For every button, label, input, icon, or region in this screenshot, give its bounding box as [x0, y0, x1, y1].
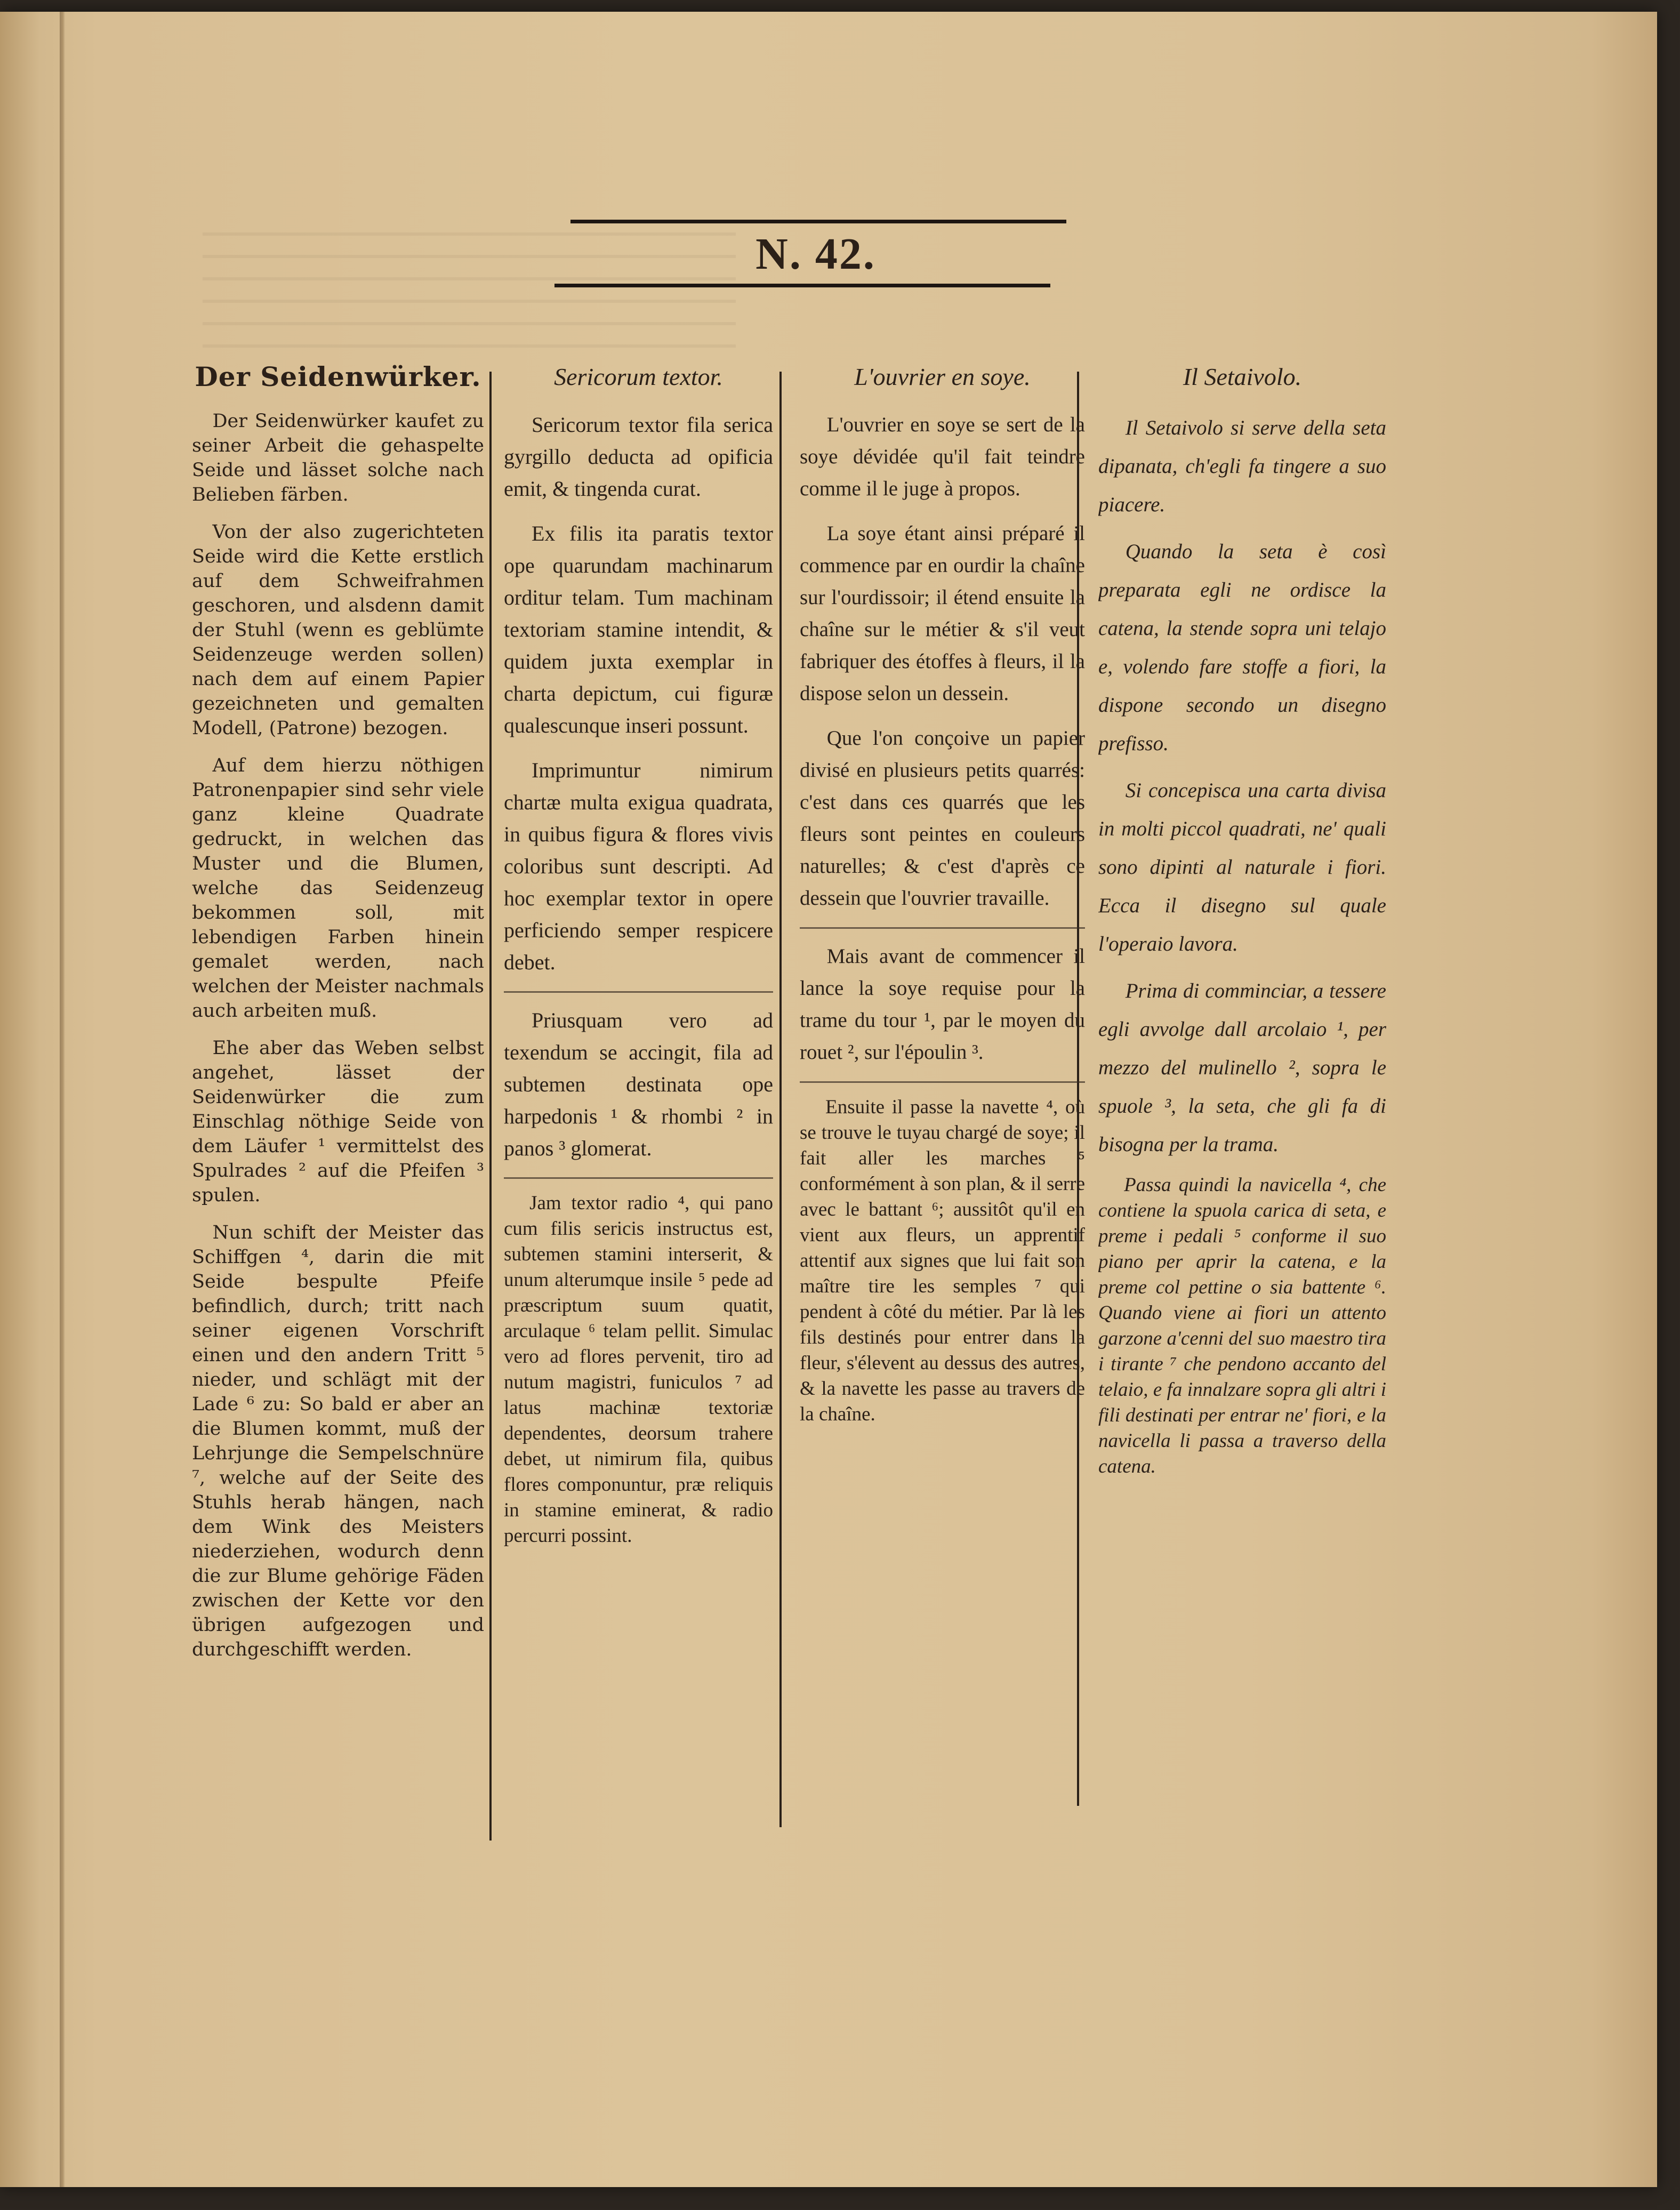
- paragraph-separator: [504, 1177, 773, 1179]
- paragraph: Ex filis ita paratis textor ope quarundam machinarum orditur telam. Tum machinam textoriam stamine intendit, & quidem juxta exemplar in charta depictum, cui figuræ qualescunque inseri possunt.: [504, 521, 773, 737]
- paragraph-separator: [504, 991, 773, 993]
- paragraph: Sericorum textor fila serica gyrgillo deducta ad opificia emit, & tingenda curat.: [504, 413, 773, 501]
- paragraph: Imprimuntur nimirum chartæ multa exigua quadrata, in quibus figura & flores vivis coloribus sunt descripti. Ad hoc exemplar textor in opere perficiendo semper respicere debet.: [504, 758, 773, 974]
- paragraph: Auf dem hierzu nöthigen Patronenpapier sind sehr viele ganz kleine Quadrate gedruckt, in welchen das Muster und die Blumen, welche das Seidenzeug bekommen soll, mit lebendigen Farben hinein gemalet werden, nach welchen der Meister nachmals auch arbeiten muß.: [192, 755, 484, 1022]
- paragraph: Von der also zugerichteten Seide wird die Kette erstlich auf dem Schweifrahmen geschoren, und alsdenn damit der Stuhl (wenn es geblümte Seidenzeuge werden sollen) nach dem auf einem Papier gezeichneten und gemalten Modell, (Patrone) bezogen.: [192, 521, 484, 739]
- paragraph: Que l'on conçoive un papier divisé en plusieurs petits quarrés: c'est dans ces quarrés que les fleurs sont peintes en couleurs naturelles; & c'est d'après ce dessein que l'ouvrier travaille.: [800, 727, 1085, 910]
- column-divider: [779, 372, 782, 1827]
- header-rule-bottom: [554, 284, 1050, 287]
- column-title: Der Seidenwürker.: [195, 361, 481, 392]
- column-italian: [1098, 361, 1386, 1838]
- column-title: Sericorum textor.: [554, 363, 723, 390]
- document-page: [0, 12, 1657, 2187]
- paragraph: Prima di comminciar, a tessere egli avvolge dall arcolaio ¹, per mezzo del mulinello ², sopra le spuole ³, la seta, che gli fa di bisogna per la trama.: [1098, 979, 1386, 1156]
- paragraph: Mais avant de commencer il lance la soye requise pour la trame du tour ¹, par le moyen du rouet ², sur l'époulin ³.: [800, 945, 1085, 1064]
- plate-number: N. 42.: [755, 229, 876, 279]
- column-french: [800, 361, 1085, 1838]
- column-title: L'ouvrier en soye.: [854, 363, 1031, 390]
- paragraph: L'ouvrier en soye se sert de la soye dévidée qu'il fait teindre comme il le juge à propos.: [800, 413, 1085, 500]
- paragraph: Ehe aber das Weben selbst angehet, lässet der Seidenwürker die zum Einschlag nöthige Seide von dem Läufer ¹ vermittelst des Spulrades ² auf die Pfeifen ³ spulen.: [192, 1038, 484, 1206]
- paragraph: Quando la seta è così preparata egli ne ordisce la catena, la stende sopra uni telajo e, volendo fare stoffe a fiori, la dispone secondo un disegno prefisso.: [1098, 540, 1386, 755]
- paragraph: Der Seidenwürker kaufet zu seiner Arbeit die gehaspelte Seide und lässet solche nach Belieben färben.: [192, 411, 484, 505]
- page-header: [554, 204, 1077, 300]
- paragraph: La soye étant ainsi préparé il commence par en ourdir la chaîne sur l'ourdissoir; il étend ensuite la chaîne sur le métier & s'il veut fabriquer des étoffes à fleurs, il la dispose selon un dessein.: [800, 522, 1085, 705]
- page-binding-edge: [60, 12, 65, 2187]
- column-title: Il Setaivolo.: [1183, 363, 1302, 390]
- paragraph: Passa quindi la navicella ⁴, che contiene la spuola carica di seta, e preme i pedali ⁵ conforme il suo piano per aprir la catena, e la preme col pettine o sia battente ⁶. Quando viene ai fiori un attento garzone a'cenni del suo maestro tira i tirante ⁷ che pendono accanto del telaio, e fa innalzare sopra gli altri i fili destinati per entrar ne' fiori, e la navicella li passa a traverso della catena.: [1098, 1174, 1386, 1477]
- column-divider: [489, 372, 492, 1841]
- paragraph: Ensuite il passe la navette ⁴, où se trouve le tuyau chargé de soye; il fait aller les marches ⁵ conformément à son plan, & il serre avec le battant ⁶; aussitôt qu'il en vient aux fleurs, un apprentif attentif aux signes que lui fait son maître tire les semples ⁷ qui pendent à côté du métier. Par là les fils destinés pour entrer dans la fleur, s'élevent au dessus des autres, & la navette les passe au travers de la chaîne.: [800, 1096, 1085, 1425]
- header-rule-top: [570, 220, 1066, 223]
- paragraph: Jam textor radio ⁴, qui pano cum filis sericis instructus est, subtemen stamini interserit, & unum alterumque insile ⁵ pede ad præscriptum suum quatit, arculaque ⁶ telam pellit. Simulac vero ad flores pervenit, tiro ad nutum magistri, funiculos ⁷ ad latus machinæ textoriæ dependentes, deorsum trahere debet, ut nimirum fila, quibus flores componuntur, præ reliquis in stamine eminerat, & radio percurri possint.: [504, 1192, 773, 1547]
- paragraph: Il Setaivolo si serve della seta dipanata, ch'egli fa tingere a suo piacere.: [1098, 416, 1386, 516]
- paragraph: Priusquam vero ad texendum se accingit, fila ad subtemen destinata ope harpedonis ¹ & rhombi ² in panos ³ glomerat.: [504, 1008, 773, 1160]
- paragraph-separator: [800, 1081, 1085, 1083]
- paragraph: Nun schift der Meister das Schiffgen ⁴, darin die mit Seide bespulte Pfeife befindlich, durch; tritt nach seiner eigenen Vorschrift einen und den andern Tritt ⁵ nieder, und schlägt mit der Lade ⁶ zu: So bald er aber an die Blumen kommt, muß der Lehrjunge die Sempelschnüre ⁷, welche auf der Seite des Stuhls herab hängen, nach dem Wink des Meisters niederziehen, wodurch denn die zur Blume gehörige Fäden zwischen der Kette vor den übrigen aufgezogen und durchgeschifft werden.: [192, 1222, 484, 1660]
- paragraph-separator: [800, 927, 1085, 929]
- column-german: [192, 361, 484, 1838]
- paragraph: Si concepisca una carta divisa in molti piccol quadrati, ne' quali sono dipinti al naturale i fiori. Ecca il disegno sul quale l'operaio lavora.: [1098, 779, 1386, 955]
- column-latin: [504, 361, 773, 1838]
